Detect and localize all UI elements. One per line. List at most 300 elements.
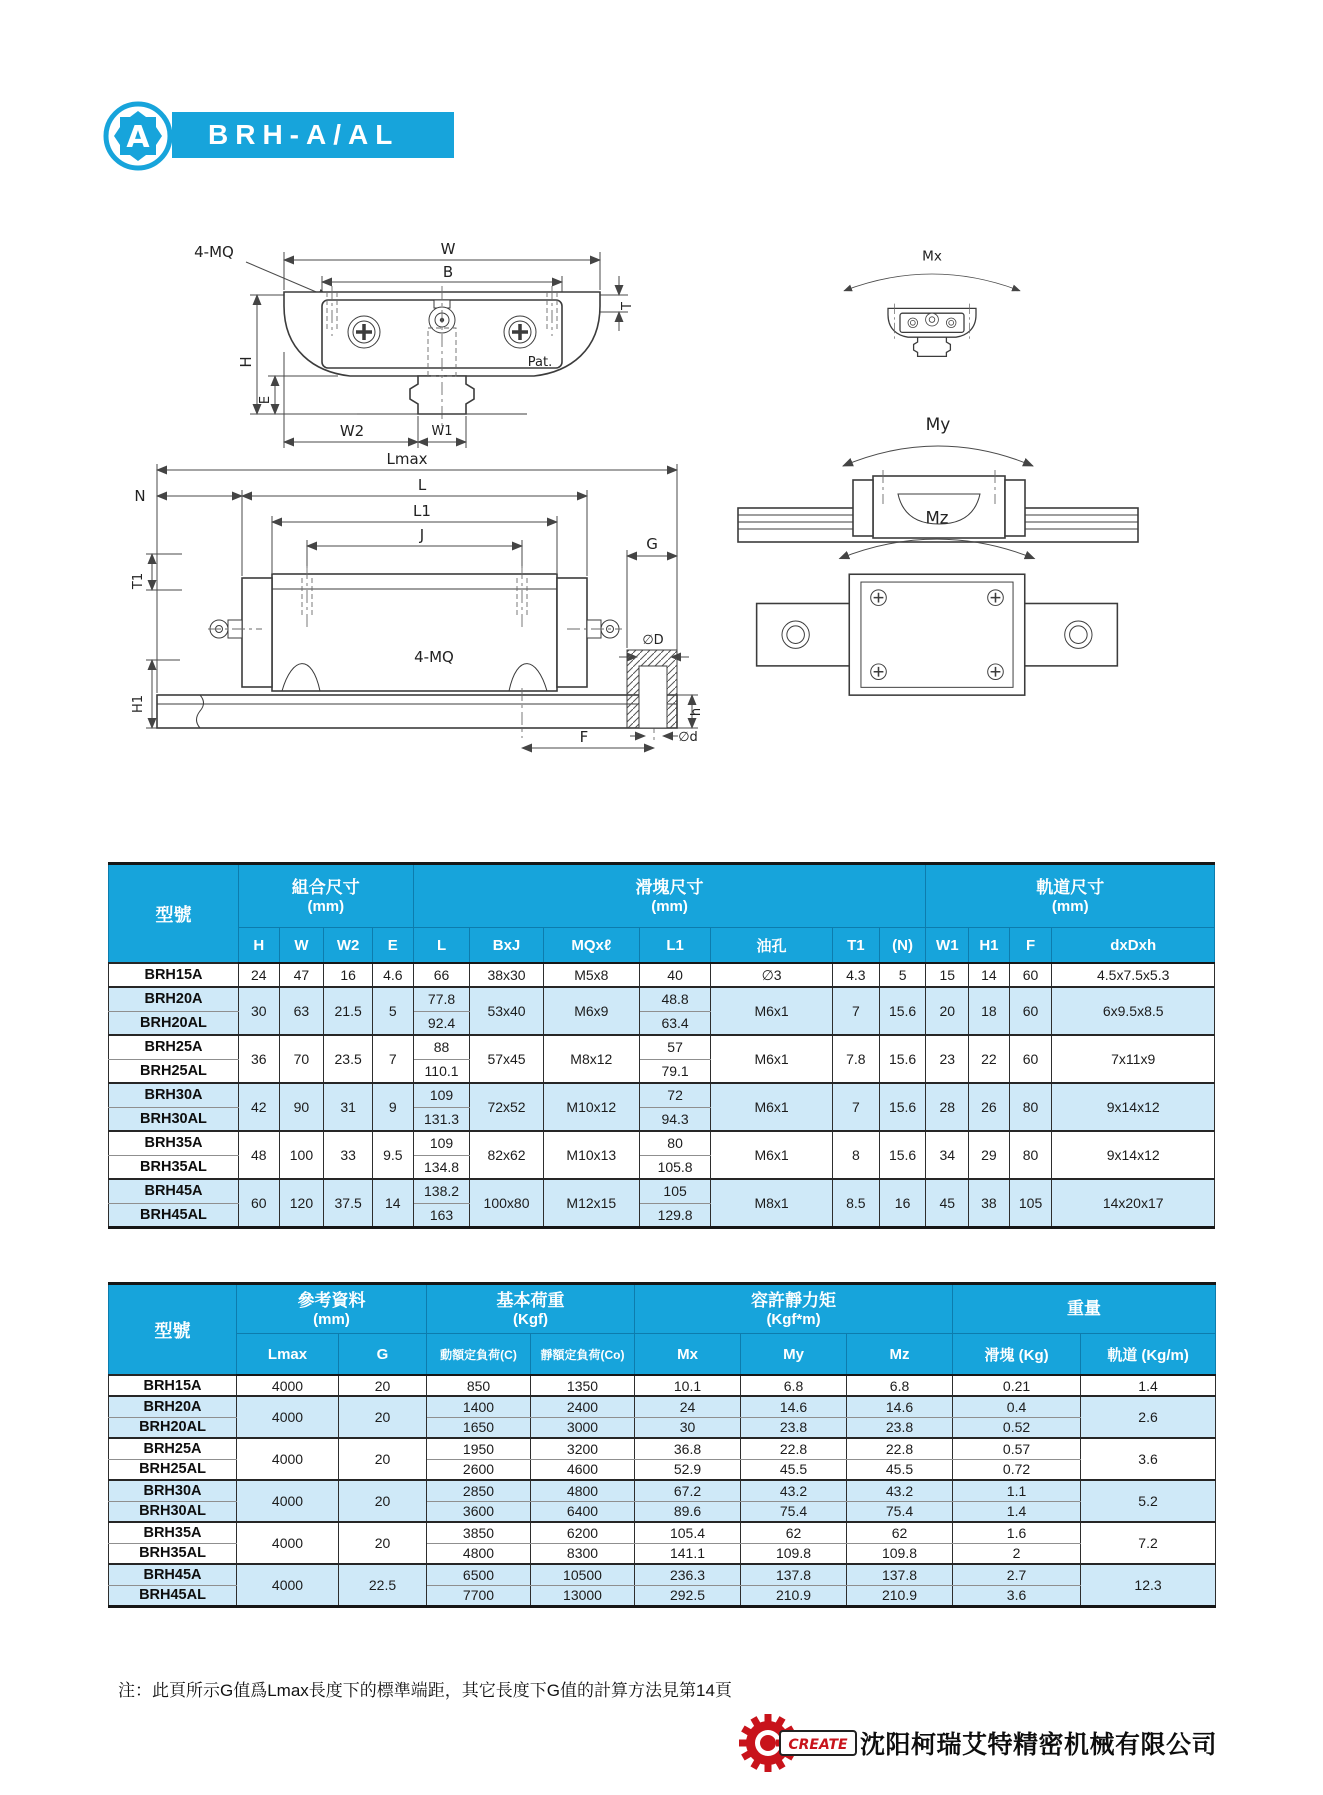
cell: 3000 [531, 1417, 635, 1438]
cell: 292.5 [635, 1585, 741, 1606]
dim-label-w1: W1 [431, 424, 453, 439]
cell: 1950 [427, 1438, 531, 1459]
col-header-bxj: BxJ [470, 928, 543, 964]
cell: 138.2 [413, 1179, 470, 1203]
cell: 5 [373, 987, 414, 1035]
cell: 20 [339, 1480, 427, 1522]
table-row [109, 1131, 1215, 1155]
cell: 6.8 [847, 1375, 953, 1396]
cell: 105 [640, 1179, 711, 1203]
cell: 13000 [531, 1585, 635, 1606]
col-header-mq: MQxℓ [543, 928, 639, 964]
cell: 210.9 [847, 1585, 953, 1606]
cell: 14x20x17 [1052, 1179, 1215, 1227]
model-cell: BRH35AL [109, 1155, 239, 1179]
cell: 45 [926, 1179, 969, 1227]
cell: 45.5 [847, 1459, 953, 1480]
cell: 7.2 [1081, 1522, 1216, 1564]
model-cell: BRH30AL [109, 1107, 239, 1131]
cell: 57 [640, 1035, 711, 1059]
dim-label-w2: W2 [339, 422, 365, 440]
cell: 88 [413, 1035, 470, 1059]
col-header-dynamic-load: 動額定負荷(C) [427, 1334, 531, 1376]
cell: 105.4 [635, 1522, 741, 1543]
model-cell: BRH20A [109, 1396, 237, 1417]
cell: 48 [238, 1131, 279, 1179]
dim-label-l1: L1 [413, 502, 431, 520]
cell: 1400 [427, 1396, 531, 1417]
cell: 80 [640, 1131, 711, 1155]
moment-mx-diagram [812, 246, 1052, 380]
cell: 22.8 [741, 1438, 847, 1459]
cell: 120 [279, 1179, 324, 1227]
col-header-oil-hole: 油孔 [711, 928, 833, 964]
cell: 72x52 [470, 1083, 543, 1131]
cell: M8x1 [711, 1179, 833, 1227]
cell: 67.2 [635, 1480, 741, 1501]
col-header-l: L [413, 928, 470, 964]
moment-mx-label: Mx [922, 248, 942, 265]
cell: 1650 [427, 1417, 531, 1438]
cell: 0.72 [953, 1459, 1081, 1480]
cell: 0.4 [953, 1396, 1081, 1417]
table-row [109, 1396, 1216, 1417]
cell: 9x14x12 [1052, 1131, 1215, 1179]
cell: 70 [279, 1035, 324, 1083]
cell: 6200 [531, 1522, 635, 1543]
group-label: 組合尺寸 [291, 877, 360, 897]
dim-label-h: H [237, 356, 255, 368]
footer [738, 1698, 1217, 1788]
pat-label: Pat. [527, 355, 553, 370]
cell: 141.1 [635, 1543, 741, 1564]
cell: 80 [1009, 1131, 1052, 1179]
cell: 6500 [427, 1564, 531, 1585]
cell: 47 [279, 963, 324, 987]
title-banner [172, 112, 454, 158]
table-row [109, 1284, 1216, 1334]
cell: 45.5 [741, 1459, 847, 1480]
cell: 7x11x9 [1052, 1035, 1215, 1083]
cell: 131.3 [413, 1107, 470, 1131]
dim-label-t: T [620, 302, 635, 310]
model-cell: BRH25A [109, 1035, 239, 1059]
cell: M10x12 [543, 1083, 639, 1131]
cell: 60 [1009, 1035, 1052, 1083]
cell: 210.9 [741, 1585, 847, 1606]
cell: M12x15 [543, 1179, 639, 1227]
cell: 137.8 [741, 1564, 847, 1585]
dim-label-e: E [258, 395, 273, 405]
cell: 15 [926, 963, 969, 987]
cell: 60 [238, 1179, 279, 1227]
cell: 100x80 [470, 1179, 543, 1227]
cell: 23.5 [324, 1035, 373, 1083]
model-cell: BRH15A [109, 963, 239, 987]
cell: 105.8 [640, 1155, 711, 1179]
cell: 15.6 [879, 1131, 926, 1179]
cell: 0.21 [953, 1375, 1081, 1396]
group-unit: (mm) [313, 1310, 350, 1328]
cell: 79.1 [640, 1059, 711, 1083]
cell: 4000 [237, 1564, 339, 1606]
moment-my-label: My [925, 415, 951, 435]
dim-label-f: F [579, 728, 589, 746]
cell: 15.6 [879, 1035, 926, 1083]
cell: 29 [969, 1131, 1010, 1179]
group-unit: (mm) [1051, 897, 1089, 915]
group-header-reference [237, 1284, 427, 1334]
load-weight-table [108, 1282, 1216, 1608]
col-header-w: W [279, 928, 324, 964]
cell: 28 [926, 1083, 969, 1131]
model-cell: BRH45A [109, 1179, 239, 1203]
cell: 9 [373, 1083, 414, 1131]
cell: 36.8 [635, 1438, 741, 1459]
cell: 4000 [237, 1396, 339, 1438]
col-header-mz: Mz [847, 1334, 953, 1376]
model-column-header: 型號 [109, 1284, 237, 1376]
cell: 109 [413, 1131, 470, 1155]
cell: 21.5 [324, 987, 373, 1035]
group-unit: (mm) [307, 897, 345, 915]
cell: 1350 [531, 1375, 635, 1396]
cell: 10500 [531, 1564, 635, 1585]
cell: 62 [847, 1522, 953, 1543]
cell: 0.52 [953, 1417, 1081, 1438]
cell: 134.8 [413, 1155, 470, 1179]
cell: 0.57 [953, 1438, 1081, 1459]
dimensions-table [108, 862, 1215, 1229]
moment-mz-label: Mz [925, 508, 949, 528]
group-label: 重量 [1067, 1299, 1102, 1318]
cell: 40 [640, 963, 711, 987]
cell: 1.4 [1081, 1375, 1216, 1396]
cell: 23.8 [847, 1417, 953, 1438]
cell: 15.6 [879, 987, 926, 1035]
cell: 4.3 [832, 963, 879, 987]
dim-label-n: N [134, 487, 146, 505]
dim-label-b: B [442, 263, 454, 281]
dim-label-h-small: h [689, 707, 704, 717]
cell: 37.5 [324, 1179, 373, 1227]
cell: 6x9.5x8.5 [1052, 987, 1215, 1035]
table-row [109, 1480, 1216, 1501]
cell: 89.6 [635, 1501, 741, 1522]
model-column-header: 型號 [109, 864, 239, 964]
cell: 850 [427, 1375, 531, 1396]
create-logo [738, 1701, 860, 1785]
cell: 20 [339, 1438, 427, 1480]
col-header-w2: W2 [324, 928, 373, 964]
cell: 77.8 [413, 987, 470, 1011]
cell: 163 [413, 1203, 470, 1227]
cell: 12.3 [1081, 1564, 1216, 1606]
cell: 1.4 [953, 1501, 1081, 1522]
group-header-static-moment [635, 1284, 953, 1334]
cell: 20 [339, 1522, 427, 1564]
cell: 18 [969, 987, 1010, 1035]
group-label: 滑塊尺寸 [635, 877, 704, 897]
model-cell: BRH30A [109, 1083, 239, 1107]
cell: 14 [373, 1179, 414, 1227]
cell: 4000 [237, 1438, 339, 1480]
col-header-l1: L1 [640, 928, 711, 964]
group-header-rail [926, 864, 1215, 928]
cell: 4.6 [373, 963, 414, 987]
table-row [109, 1035, 1215, 1059]
cell: 63.4 [640, 1011, 711, 1035]
cell: 82x62 [470, 1131, 543, 1179]
col-header-e: E [373, 928, 414, 964]
dim-label-l: L [417, 476, 427, 494]
col-header-dxdxh: dxDxh [1052, 928, 1215, 964]
cell: 24 [238, 963, 279, 987]
cell: 38x30 [470, 963, 543, 987]
cell: M6x1 [711, 1035, 833, 1083]
cell: 10.1 [635, 1375, 741, 1396]
cell: 14.6 [741, 1396, 847, 1417]
dim-label-h1: H1 [131, 694, 146, 714]
cell: 129.8 [640, 1203, 711, 1227]
group-label: 參考資料 [297, 1290, 366, 1310]
table-row [109, 1522, 1216, 1543]
table-row [109, 1438, 1216, 1459]
cell: 8 [832, 1131, 879, 1179]
cell: 26 [969, 1083, 1010, 1131]
cell: 31 [324, 1083, 373, 1131]
cell: 5.2 [1081, 1480, 1216, 1522]
cell: 100 [279, 1131, 324, 1179]
cell: 4.5x7.5x5.3 [1052, 963, 1215, 987]
model-cell: BRH25A [109, 1438, 237, 1459]
cell: 72 [640, 1083, 711, 1107]
dim-label-t1: T1 [131, 572, 146, 590]
cell: 2850 [427, 1480, 531, 1501]
cell: 20 [339, 1375, 427, 1396]
cell: 7 [832, 987, 879, 1035]
cell: 8.5 [832, 1179, 879, 1227]
model-cell: BRH45AL [109, 1585, 237, 1606]
cell: 9x14x12 [1052, 1083, 1215, 1131]
group-header-assembly [238, 864, 413, 928]
cell: 2.6 [1081, 1396, 1216, 1438]
cell: 53x40 [470, 987, 543, 1035]
cell: 1.6 [953, 1522, 1081, 1543]
dim-label-4mq-side: 4-MQ [414, 648, 454, 666]
group-label: 軌道尺寸 [1036, 877, 1105, 897]
cell: 62 [741, 1522, 847, 1543]
cell: 3200 [531, 1438, 635, 1459]
cell: 1.1 [953, 1480, 1081, 1501]
cell: 75.4 [847, 1501, 953, 1522]
dim-label-lmax: Lmax [386, 450, 428, 468]
table-row [109, 963, 1215, 987]
table-row [109, 1564, 1216, 1585]
cell: 43.2 [847, 1480, 953, 1501]
dim-label-g: G [646, 535, 658, 553]
cell: 22.8 [847, 1438, 953, 1459]
model-cell: BRH45A [109, 1564, 237, 1585]
table-row [109, 864, 1215, 928]
model-cell: BRH30A [109, 1480, 237, 1501]
group-header-block [413, 864, 926, 928]
dim-label-dia-d-upper: ∅D [642, 633, 664, 648]
cell: 3600 [427, 1501, 531, 1522]
cell: 30 [635, 1417, 741, 1438]
col-header-f: F [1009, 928, 1052, 964]
cell: 2600 [427, 1459, 531, 1480]
side-view-drawing [122, 450, 706, 762]
cell: M6x1 [711, 1131, 833, 1179]
cell: 48.8 [640, 987, 711, 1011]
create-logo-text: CREATE [788, 1737, 848, 1753]
cell: 63 [279, 987, 324, 1035]
cell: 80 [1009, 1083, 1052, 1131]
cell: 14 [969, 963, 1010, 987]
col-header-w1: W1 [926, 928, 969, 964]
footnote: 注：此頁所示G值爲Lmax長度下的標準端距，其它長度下G值的計算方法見第14頁 [118, 1681, 732, 1700]
cell: 6.8 [741, 1375, 847, 1396]
cell: 16 [324, 963, 373, 987]
col-header-t1: T1 [832, 928, 879, 964]
cell: 52.9 [635, 1459, 741, 1480]
model-cell: BRH35A [109, 1522, 237, 1543]
cell: 3.6 [953, 1585, 1081, 1606]
model-cell: BRH25AL [109, 1459, 237, 1480]
col-header-static-load: 靜額定負荷(Co) [531, 1334, 635, 1376]
cell: 3850 [427, 1522, 531, 1543]
col-header-h: H [238, 928, 279, 964]
group-unit: (Kgf*m) [766, 1310, 821, 1328]
col-header-lmax: Lmax [237, 1334, 339, 1376]
col-header-block-weight: 滑塊 (Kg) [953, 1334, 1081, 1376]
cell: 6400 [531, 1501, 635, 1522]
cell: 75.4 [741, 1501, 847, 1522]
cell: 4000 [237, 1375, 339, 1396]
cell: 3.6 [1081, 1438, 1216, 1480]
model-cell: BRH15A [109, 1375, 237, 1396]
cell: 23.8 [741, 1417, 847, 1438]
cell: 2400 [531, 1396, 635, 1417]
cell: 109.8 [741, 1543, 847, 1564]
model-cell: BRH45AL [109, 1203, 239, 1227]
cell: 4600 [531, 1459, 635, 1480]
group-label: 基本荷重 [496, 1290, 565, 1310]
model-cell: BRH20AL [109, 1417, 237, 1438]
cell: 92.4 [413, 1011, 470, 1035]
cell: 20 [926, 987, 969, 1035]
brand-logo [102, 100, 174, 172]
cell: 66 [413, 963, 470, 987]
cell: 22 [969, 1035, 1010, 1083]
cell: M10x13 [543, 1131, 639, 1179]
cell: ∅3 [711, 963, 833, 987]
cell: 23 [926, 1035, 969, 1083]
model-cell: BRH25AL [109, 1059, 239, 1083]
model-cell: BRH35A [109, 1131, 239, 1155]
table-row [109, 1334, 1216, 1376]
model-cell: BRH20AL [109, 1011, 239, 1035]
table-row [109, 1083, 1215, 1107]
group-unit: (Kgf) [513, 1310, 548, 1328]
cell: M6x9 [543, 987, 639, 1035]
model-cell: BRH30AL [109, 1501, 237, 1522]
page-title: BRH-A/AL [208, 119, 400, 150]
cell: 109.8 [847, 1543, 953, 1564]
cell: 2.7 [953, 1564, 1081, 1585]
cell: 15.6 [879, 1083, 926, 1131]
cell: 137.8 [847, 1564, 953, 1585]
cell: 7.8 [832, 1035, 879, 1083]
cell: 4800 [531, 1480, 635, 1501]
cell: M6x1 [711, 987, 833, 1035]
cell: 22.5 [339, 1564, 427, 1606]
cell: 4000 [237, 1522, 339, 1564]
cell: 36 [238, 1035, 279, 1083]
dim-label-dia-d-lower: ∅d [678, 730, 698, 745]
cell: 4000 [237, 1480, 339, 1522]
model-cell: BRH20A [109, 987, 239, 1011]
col-header-rail-weight: 軌道 (Kg/m) [1081, 1334, 1216, 1376]
cell: 14.6 [847, 1396, 953, 1417]
cell: 24 [635, 1396, 741, 1417]
cell: 30 [238, 987, 279, 1035]
moment-mz-diagram [742, 506, 1132, 713]
dim-label-4mq-front: 4-MQ [194, 243, 234, 261]
cell: M8x12 [543, 1035, 639, 1083]
table-row [109, 987, 1215, 1011]
table-row [109, 928, 1215, 964]
model-cell: BRH35AL [109, 1543, 237, 1564]
cell: 4800 [427, 1543, 531, 1564]
cell: 90 [279, 1083, 324, 1131]
cell: 109 [413, 1083, 470, 1107]
col-header-g: G [339, 1334, 427, 1376]
col-header-h1: H1 [969, 928, 1010, 964]
group-header-basic-load [427, 1284, 635, 1334]
cell: M5x8 [543, 963, 639, 987]
cell: 60 [1009, 987, 1052, 1035]
cell: 7 [832, 1083, 879, 1131]
cell: 33 [324, 1131, 373, 1179]
col-header-n: (N) [879, 928, 926, 964]
dim-label-w: W [440, 240, 456, 258]
cell: 38 [969, 1179, 1010, 1227]
group-label: 容許靜力矩 [751, 1290, 837, 1310]
dim-label-j: J [419, 526, 425, 544]
company-name: 沈阳柯瑞艾特精密机械有限公司 [860, 1731, 1218, 1759]
col-header-mx: Mx [635, 1334, 741, 1376]
cell: 60 [1009, 963, 1052, 987]
cell: 42 [238, 1083, 279, 1131]
cell: 34 [926, 1131, 969, 1179]
cell: 2 [953, 1543, 1081, 1564]
brand-logo-letter: A [126, 120, 150, 155]
cell: 9.5 [373, 1131, 414, 1179]
front-view-drawing [172, 200, 642, 462]
cell: 20 [339, 1396, 427, 1438]
table-row [109, 1375, 1216, 1396]
cell: 8300 [531, 1543, 635, 1564]
cell: 110.1 [413, 1059, 470, 1083]
col-header-my: My [741, 1334, 847, 1376]
cell: 7700 [427, 1585, 531, 1606]
cell: 57x45 [470, 1035, 543, 1083]
group-header-weight [953, 1284, 1216, 1334]
group-unit: (mm) [651, 897, 688, 915]
table-row [109, 1179, 1215, 1203]
